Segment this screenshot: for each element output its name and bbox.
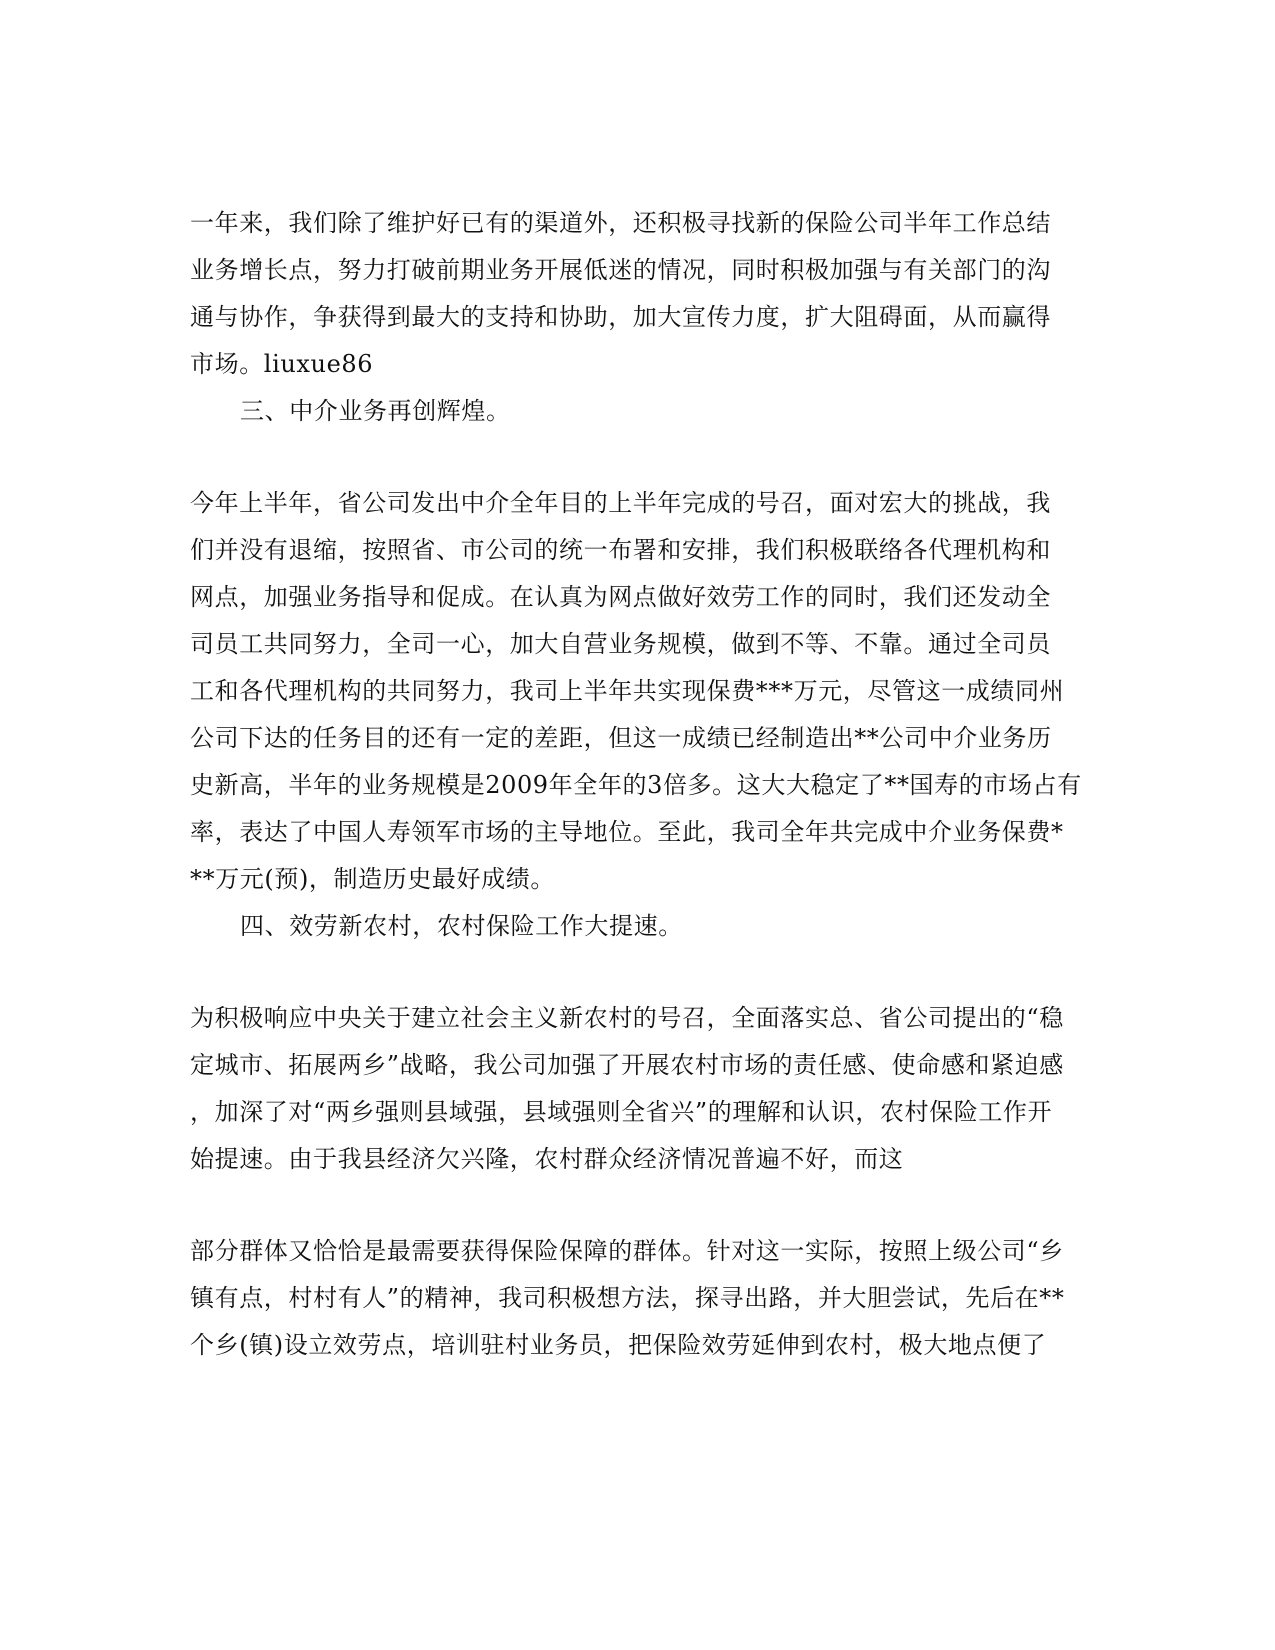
text-line: 定城市、拓展两乡”战略，我公司加强了开展农村市场的责任感、使命感和紧迫感 <box>190 1051 1064 1079</box>
text-line: 一年来，我们除了维护好已有的渠道外，还积极寻找新的保险公司半年工作总结 <box>190 209 1051 237</box>
text-line: 业务增长点，努力打破前期业务开展低迷的情况，同时积极加强与有关部门的沟 <box>190 256 1051 284</box>
text-line: ，加深了对“两乡强则县域强，县域强则全省兴”的理解和认识，农村保险工作开 <box>190 1098 1053 1126</box>
text-line: 史新高，半年的业务规模是2009年全年的3倍多。这大大稳定了**国寿的市场占有 <box>190 771 1082 799</box>
text-line: 工和各代理机构的共同努力，我司上半年共实现保费***万元，尽管这一成绩同州 <box>190 677 1065 705</box>
section-heading: 三、中介业务再创辉煌。 <box>240 397 511 425</box>
text-line: 司员工共同努力，全司一心，加大自营业务规模，做到不等、不靠。通过全司员 <box>190 630 1051 658</box>
text-line: 部分群体又恰恰是最需要获得保险保障的群体。针对这一实际，按照上级公司“乡 <box>190 1237 1064 1265</box>
text-line: 网点，加强业务指导和促成。在认真为网点做好效劳工作的同时，我们还发动全 <box>190 583 1051 611</box>
text-line: 始提速。由于我县经济欠兴隆，农村群众经济情况普遍不好，而这 <box>190 1145 904 1173</box>
text-line: 们并没有退缩，按照省、市公司的统一布署和安排，我们积极联络各代理机构和 <box>190 536 1051 564</box>
text-line: 率，表达了中国人寿领军市场的主导地位。至此，我司全年共完成中介业务保费* <box>190 818 1064 846</box>
text-line: 镇有点，村村有人”的精神，我司积极想方法，探寻出路，并大胆尝试，先后在** <box>190 1284 1065 1312</box>
text-line: 个乡(镇)设立效劳点，培训驻村业务员，把保险效劳延伸到农村，极大地点便了 <box>190 1331 1047 1359</box>
section-heading: 四、效劳新农村，农村保险工作大提速。 <box>240 912 683 940</box>
text-line: 市场。liuxue86 <box>190 350 374 378</box>
text-line: 今年上半年，省公司发出中介全年目的上半年完成的号召，面对宏大的挑战，我 <box>190 489 1051 517</box>
text-line: 为积极响应中央关于建立社会主义新农村的号召，全面落实总、省公司提出的“稳 <box>190 1004 1064 1032</box>
text-line: **万元(预)，制造历史最好成绩。 <box>190 865 555 893</box>
text-line: 公司下达的任务目的还有一定的差距，但这一成绩已经制造出**公司中介业务历 <box>190 724 1052 752</box>
text-line: 通与协作，争获得到最大的支持和协助，加大宣传力度，扩大阻碍面，从而赢得 <box>190 303 1051 331</box>
